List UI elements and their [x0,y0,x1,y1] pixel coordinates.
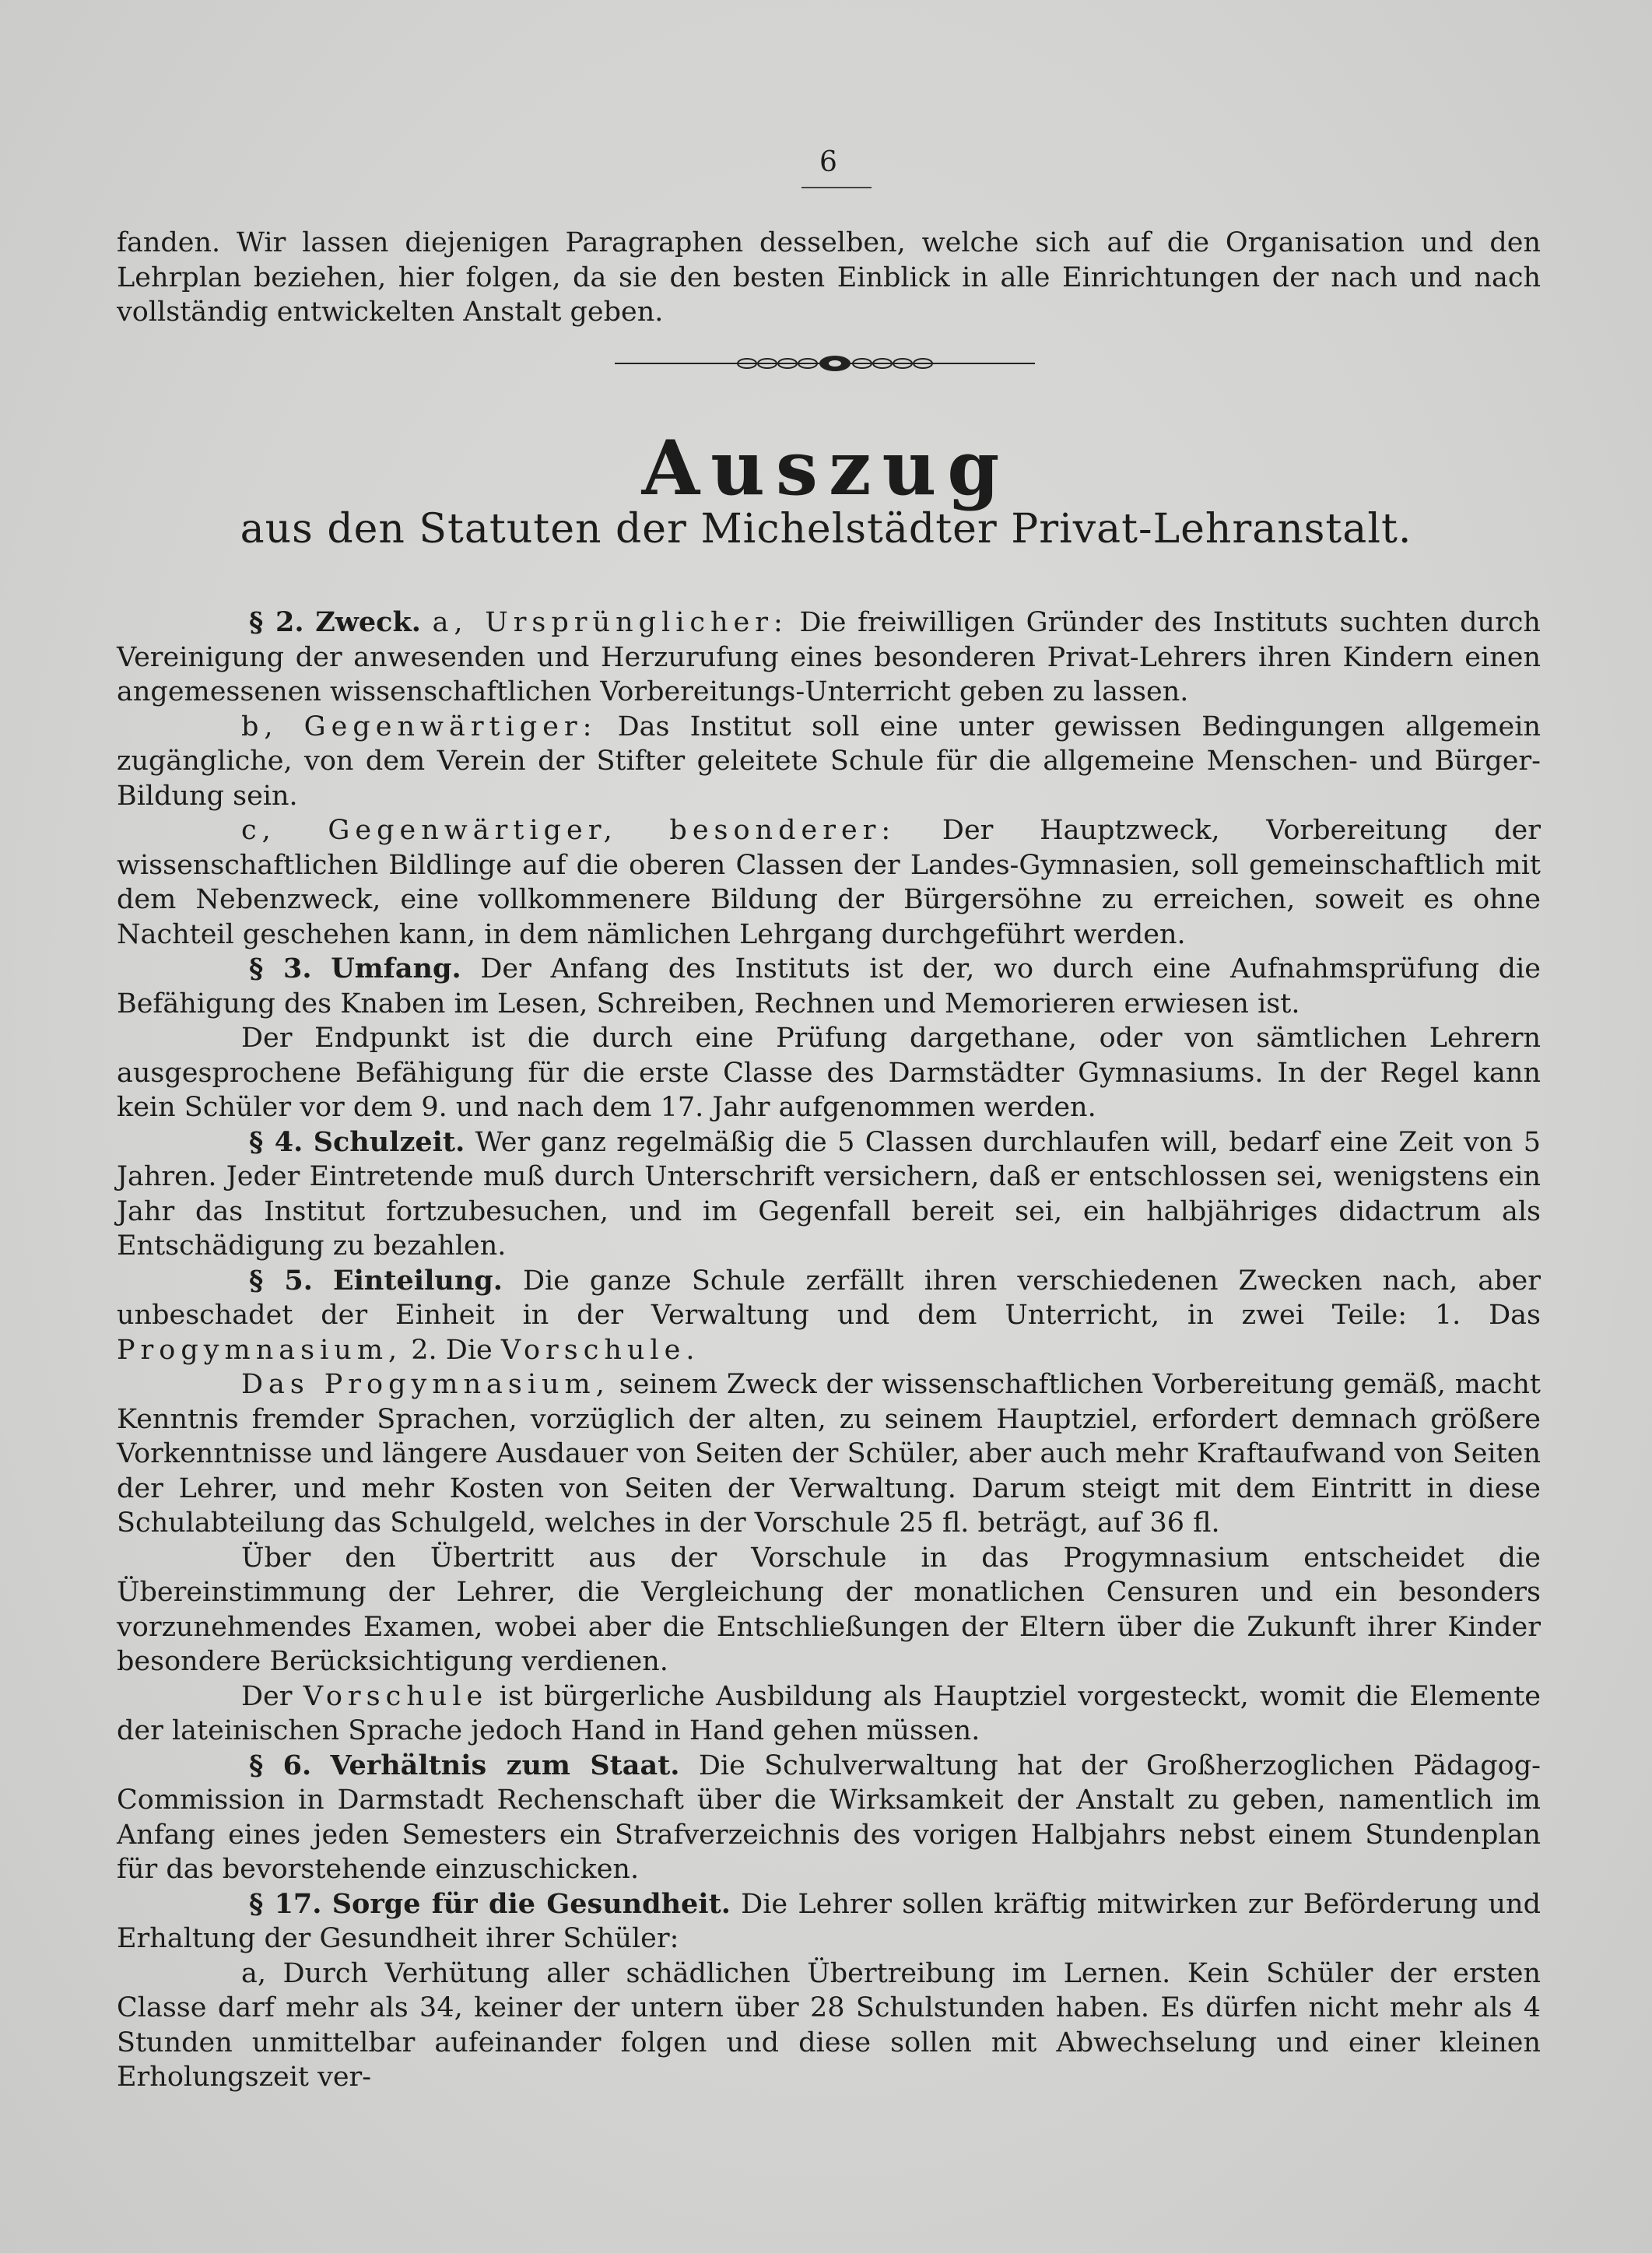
section-17-a: a, Durch Verhütung aller schädlichen Übertreibung im Lernen. Kein Schüler der ersten Classe darf mehr als 34, keiner der untern über 28 Schulstunden haben. Es dürfen nicht mehr als 4 Stunden unmittelbar aufeinander folgen und diese sollen mit Abwechselung und einer kleinen Erholungszeit ver- [117,1957,1541,2093]
section-text: Das Institut soll eine unter gewissen Bedingungen allgemein zugängliche, von dem Verein der Stifter geleitete Schule für die allgemeine Menschen- und Bürger-Bildung sein. [117,711,1541,812]
section-text: seinem Zweck der wissenschaftlichen Vorbereitung gemäß, macht Kenntnis fremder Sprachen, vorzüglich der alten, zu seinem Hauptziel, erfordert demnach größere Vorkenntnisse und längere Ausdauer von Seiten der Schüler, aber auch mehr Kraftaufwand von Seiten der Lehrer, und mehr Kosten von Seiten der Verwaltung. Darum steigt mit dem Eintritt in diese Schulabteilung das Schulgeld, welches in der Vorschule 25 fl. beträgt, auf 36 fl. [117,1369,1541,1539]
section-text: Der [241,1680,293,1712]
section-text: Wer ganz regelmäßig die 5 Classen durchlaufen will, bedarf eine Zeit von 5 Jahren. Jeder Eintretende muß durch Unterschrift versichern, daß er entschlossen sei, wenigstens ein Jahr das Institut fortzubesuchen, und im Gegenfall bereit sei, ein halbjähriges didactrum als Entschädigung zu bezahlen. [117,1126,1541,1262]
section-number: § 3. [249,953,312,984]
subsection-label: c, Gegenwärtiger, besonderer: [241,815,896,846]
section-heading: Umfang. [331,953,461,984]
section-text: Die Schulverwaltung hat der Großherzoglichen Pädagog-Commission in Darmstadt Rechenschaft über die Wirksamkeit der Anstalt zu geben, namentlich im Anfang eines jeden Semesters ein Strafverzeichnis des vorigen Halbjahrs nebst einem Stundenplan für das bevorstehende einzuschicken. [117,1749,1541,1885]
section-6 [117,1749,1541,1887]
section-4 [117,1125,1541,1264]
section-number: § 5. [249,1264,313,1297]
section-text: ist bürgerliche Ausbildung als Hauptziel vorgesteckt, womit die Elemente der lateinischen Sprache jedoch Hand in Hand gehen müssen. [117,1680,1541,1746]
section-2-a [117,605,1541,710]
section-heading: Sorge für die Gesundheit. [331,1887,731,1920]
term-progymnasium: Das Progymnasium, [241,1369,610,1400]
document-title: Auszug [641,424,1011,512]
section-3 [117,952,1541,1021]
section-2-c [117,813,1541,952]
section-text: 2. Die [411,1334,493,1366]
section-number: § 6. [249,1749,312,1781]
ornament-divider [615,350,1035,377]
section-5-paragraph-2 [117,1367,1541,1541]
section-5-paragraph-4 [117,1679,1541,1749]
subsection-label: b, Gegenwärtiger: [241,711,598,742]
section-3-paragraph-2: Der Endpunkt ist die durch eine Prüfung dargethane, oder von sämtlichen Lehrern ausgesprochene Befähigung für die erste Classe des Darmstädter Gymnasiums. In der Regel kann kein Schüler vor dem 9. und nach dem 17. Jahr aufgenommen werden. [117,1023,1541,1123]
section-heading: Schulzeit. [313,1125,465,1158]
section-text: Die Lehrer sollen kräftig mitwirken zur Beförderung und Erhaltung der Gesundheit ihrer Schüler: [117,1888,1541,1954]
section-text: Die freiwilligen Gründer des Instituts suchten durch Vereinigung der anwesenden und Herzurufung eines besonderen Privat-Lehrers ihren Kindern einen angemessenen wissenschaftlichen Vorbereitungs-Unterricht geben zu lassen. [117,607,1541,707]
intro-paragraph: fanden. Wir lassen diejenigen Paragraphen desselben, welche sich auf die Organisation und den Lehrplan beziehen, hier folgen, da sie den besten Einblick in alle Einrichtungen der nach und nach vollständig entwickelten Anstalt geben. [117,227,1541,328]
section-2-b [117,710,1541,814]
section-number: § 4. [249,1125,303,1158]
section-5-paragraph-3: Über den Übertritt aus der Vorschule in das Progymnasium entscheidet die Übereinstimmung der Lehrer, die Vergleichung der monatlichen Censuren und ein besonders vorzunehmendes Examen, wobei aber die Entschließungen der Eltern über die Zukunft ihrer Kinder besondere Berücksichtigung verdienen. [117,1542,1541,1677]
section-number: § 2. [249,606,304,638]
page-number-rule [801,187,872,188]
section-heading: Verhältnis zum Staat. [330,1749,680,1781]
section-text: Der Anfang des Instituts ist der, wo durch eine Aufnahmsprüfung die Befähigung des Knaben im Lesen, Schreiben, Rechnen und Memorieren erwiesen ist. [117,953,1541,1019]
section-text: Die ganze Schule zerfällt ihren verschiedenen Zwecken nach, aber unbeschadet der Einheit in der Verwaltung und dem Unterricht, in zwei Teile: 1. Das [117,1265,1541,1331]
subsection-label: a, Ursprünglicher: [432,607,788,638]
term-vorschule: Vorschule. [500,1334,700,1366]
term-vorschule: Vorschule [303,1680,489,1712]
section-5 [117,1264,1541,1368]
document-body [117,605,1541,2095]
term-progymnasium: Progymnasium, [117,1334,403,1366]
document-subtitle: aus den Statuten der Michelstädter Privat-Lehranstalt. [240,506,1412,553]
section-heading: Einteilung. [332,1264,503,1297]
page-number: 6 [819,146,838,178]
section-number: § 17. [249,1887,322,1920]
section-heading: Zweck. [315,606,421,638]
section-text: Der Hauptzweck, Vorbereitung der wissenschaftlichen Bildlinge auf die oberen Classen der Landes-Gymnasien, soll gemeinschaftlich mit dem Nebenzweck, eine vollkommenere Bildung der Bürgersöhne zu erreichen, soweit es ohne Nachteil geschehen kann, in dem nämlichen Lehrgang durchgeführt werden. [117,815,1541,950]
section-17 [117,1887,1541,1956]
